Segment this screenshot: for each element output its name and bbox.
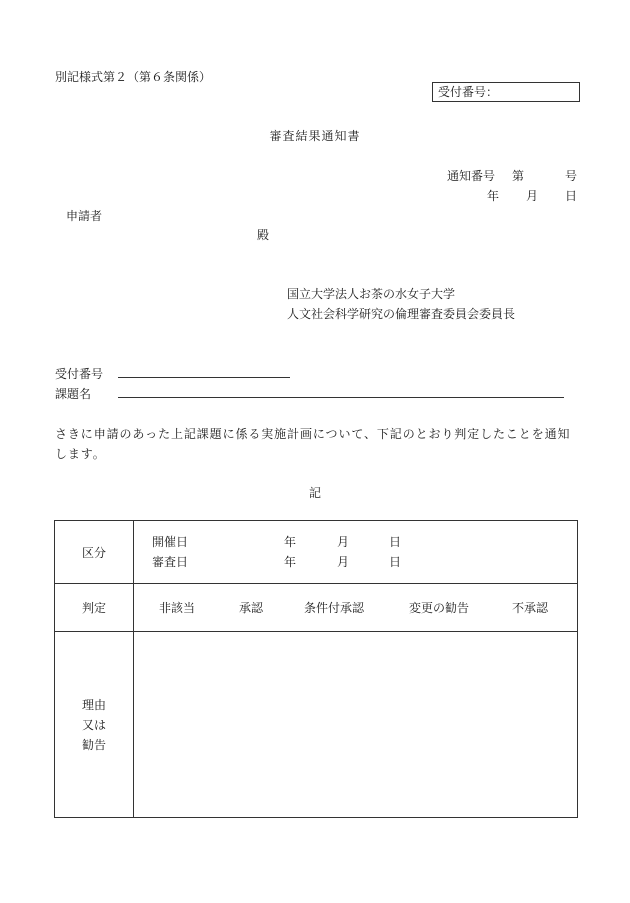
meeting-day: 日 [389,535,402,549]
reason-label [55,632,134,818]
judgment-option-conditional[interactable]: 条件付承認 [304,600,365,615]
meeting-year: 年 [284,535,297,549]
review-month: 月 [337,555,350,569]
form-code: 別記様式第２（第６条関係） [55,70,212,84]
category-label: 区分 [55,521,134,584]
table-row [55,521,578,584]
applicant-label: 申請者 [66,209,103,223]
judgment-options-cell [134,584,578,632]
receipt-number-label: 受付番号 [55,367,104,381]
meeting-date-label: 開催日 [152,535,189,549]
reason-label-line: 又は [81,717,106,732]
issuer-institution: 国立大学法人お茶の水女子大学 [287,287,456,301]
reason-content-cell[interactable] [134,632,578,818]
review-year: 年 [284,555,297,569]
judgment-option-approved[interactable]: 承認 [239,600,264,615]
table-row [55,584,578,632]
result-table [54,520,578,818]
reason-label-line: 理由 [81,697,106,712]
meeting-month: 月 [337,535,350,549]
notice-number-suffix: 号 [565,169,578,183]
table-row [55,632,578,818]
review-date-label: 審査日 [152,555,189,569]
date-month-label: 月 [526,189,539,203]
review-day: 日 [389,555,402,569]
document-title: 審査結果通知書 [269,129,361,143]
date-year-label: 年 [487,189,500,203]
notice-number-label: 通知番号 [447,169,496,183]
body-text: さきに申請のあった上記課題に係る実施計画について、下記のとおり判定したことを通知します。 [55,427,571,461]
subject-line[interactable] [118,397,564,398]
judgment-options [134,598,577,618]
receipt-number-box: 受付番号： [432,82,580,102]
subject-label: 課題名 [55,387,92,401]
reason-label-line: 勧告 [81,737,106,752]
notice-number-prefix: 第 [512,169,525,183]
judgment-option-change-recommendation[interactable]: 変更の勧告 [409,600,470,615]
judgment-option-not-applicable[interactable]: 非該当 [159,600,196,615]
date-day-label: 日 [565,189,578,203]
schedule-cell [134,521,578,584]
judgment-label: 判定 [55,584,134,632]
issuer-committee: 人文社会科学研究の倫理審査委員会委員長 [287,307,516,321]
honorific: 殿 [257,228,270,242]
review-date-line [134,552,577,572]
judgment-option-rejected[interactable]: 不承認 [512,600,549,615]
meeting-date-line [134,532,577,552]
ki-heading: 記 [308,486,321,500]
receipt-number-line[interactable] [118,377,290,378]
